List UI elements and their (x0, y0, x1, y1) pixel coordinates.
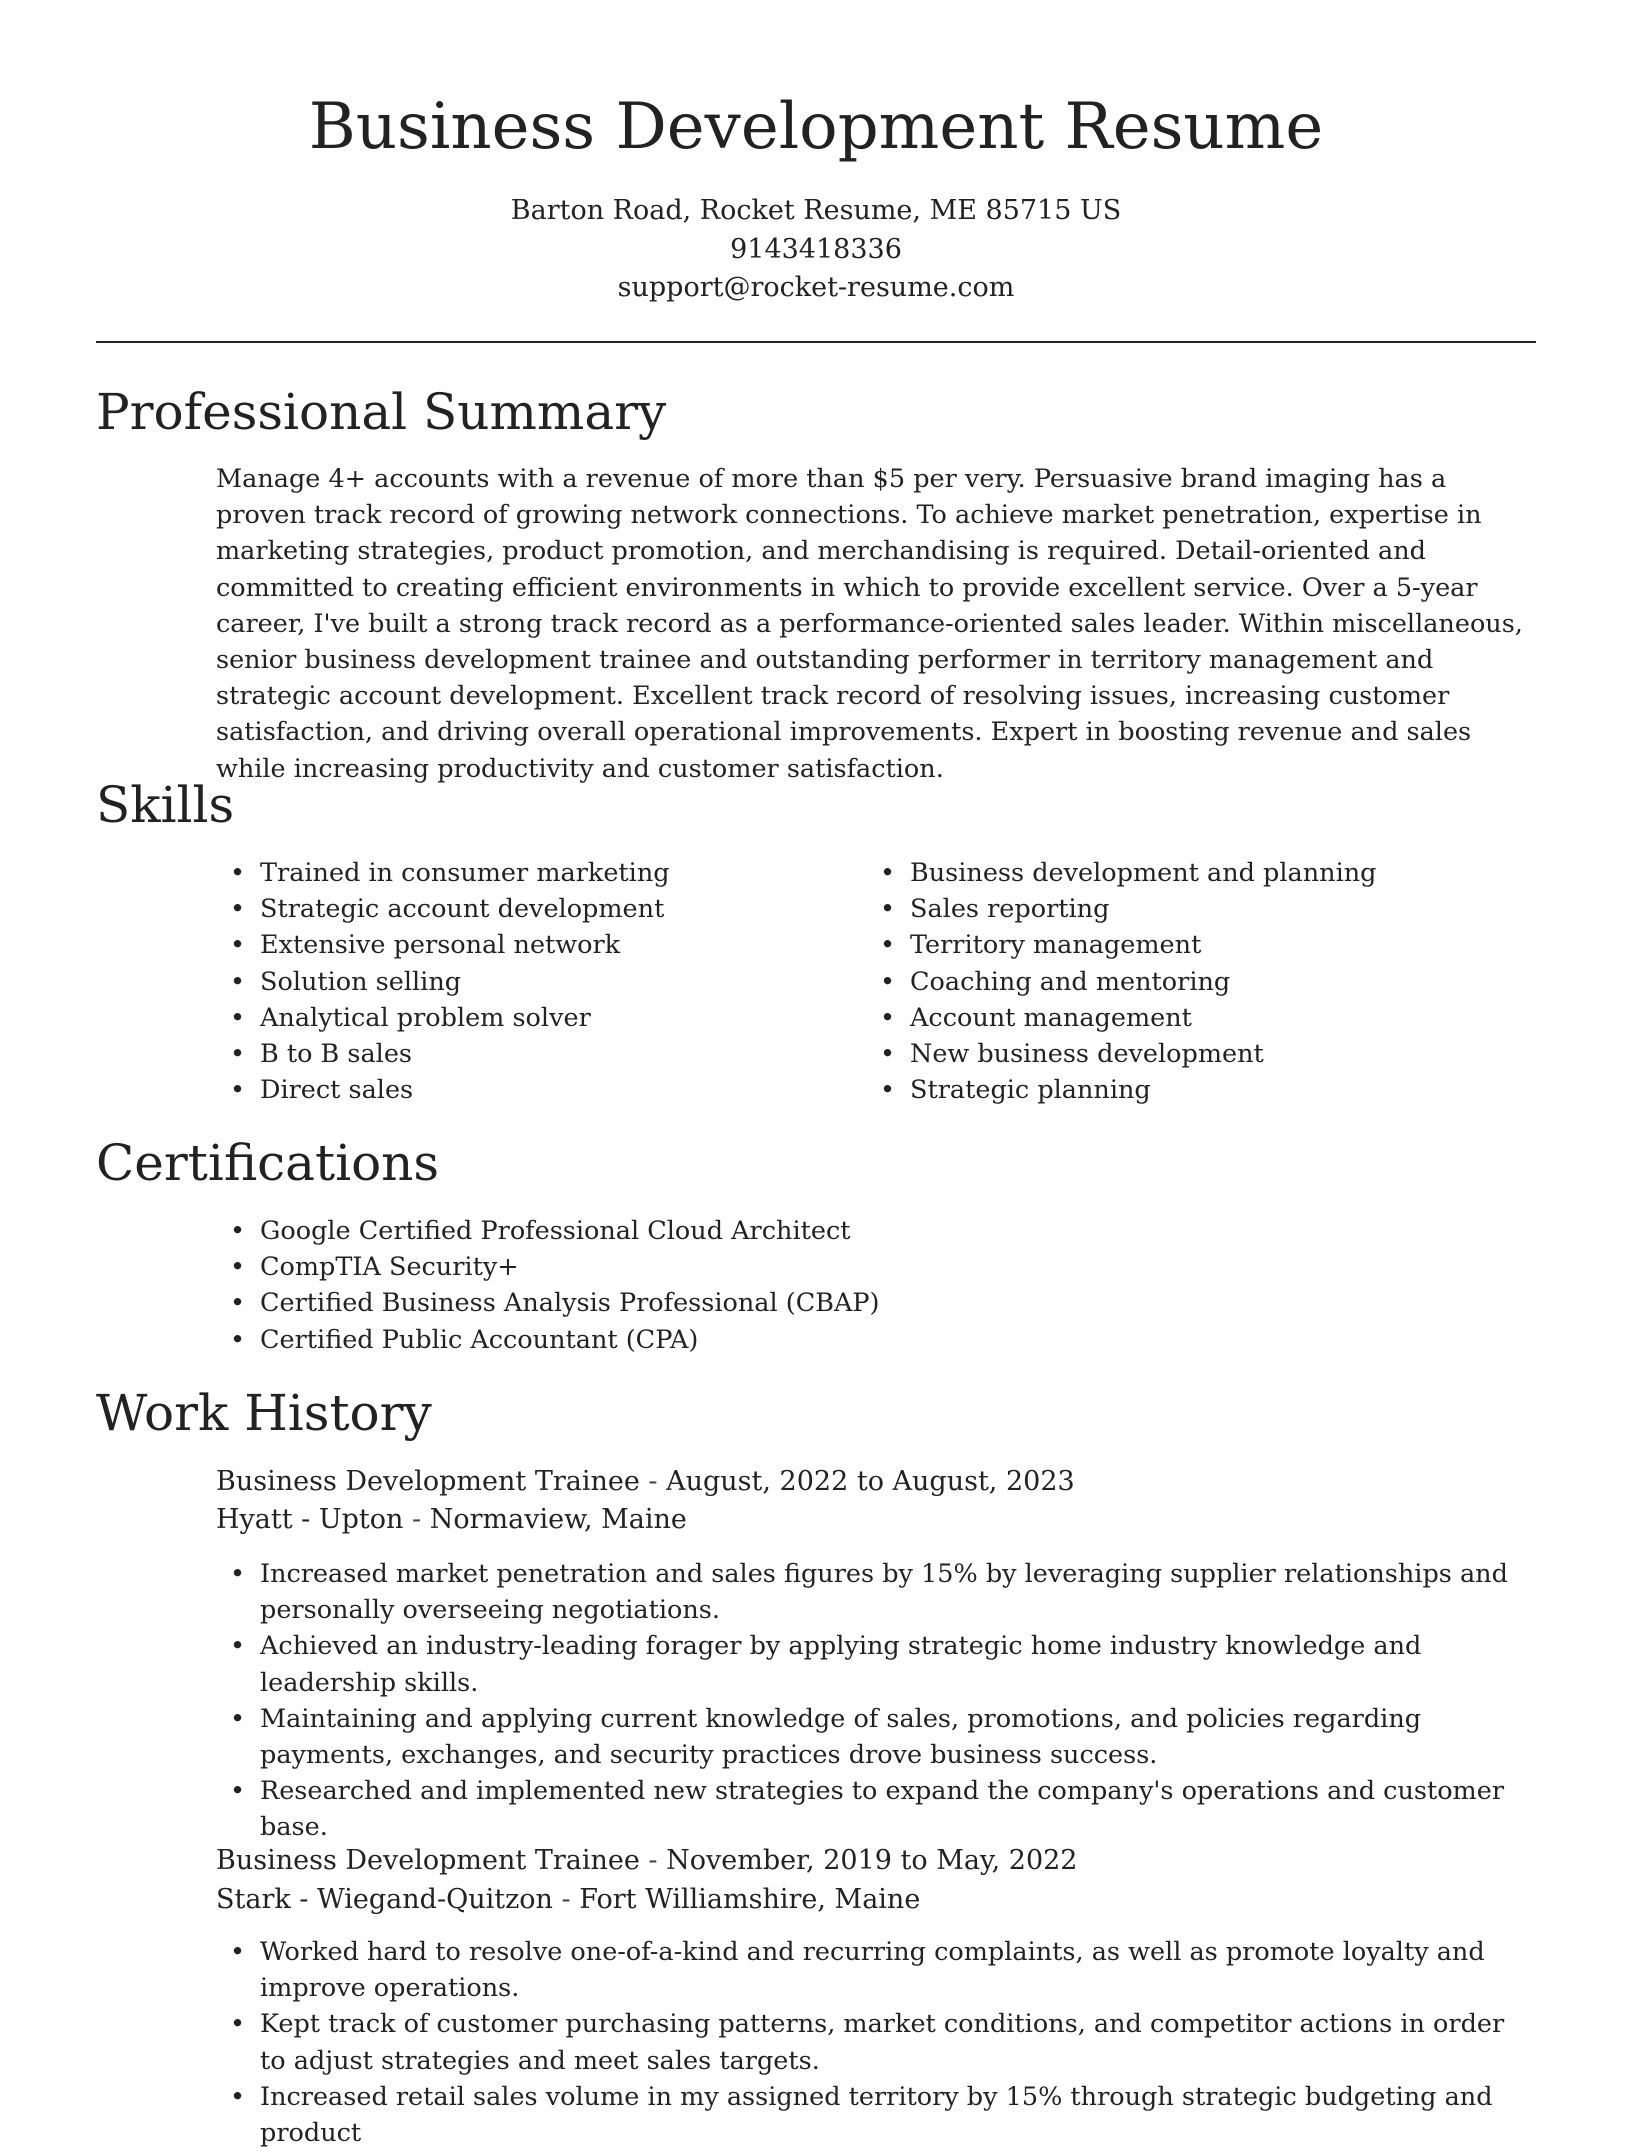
skill-item: • Analytical problem solver (216, 1000, 816, 1036)
job-company-line (216, 1501, 687, 1539)
job-bullet: • Kept track of customer purchasing patterns, market conditions, and competitor actions in order to adjust strategies and meet sales targets. (216, 2006, 1536, 2078)
certification-item: • Google Certified Professional Cloud Architect (216, 1213, 1536, 1249)
job-bullet: • Researched and implemented new strategies to expand the company's operations and customer base. (216, 1773, 1536, 1845)
skill-item: • Solution selling (216, 964, 816, 1000)
skill-item: • Strategic account development (216, 891, 816, 927)
work-history-heading: Work History (96, 1384, 432, 1442)
job-dates: August, 2022 to August, 2023 (666, 1466, 1075, 1497)
job-location: Normaview, Maine (429, 1504, 687, 1535)
skill-item: • Trained in consumer marketing (216, 855, 816, 891)
skill-item: • Sales reporting (866, 891, 1506, 927)
job-company: Stark - Wiegand-Quitzon (216, 1884, 553, 1915)
skill-item: • Strategic planning (866, 1072, 1506, 1108)
job-title-line (216, 1463, 1075, 1501)
job-title: Business Development Trainee (216, 1845, 640, 1876)
summary-text: Manage 4+ accounts with a revenue of more than $5 per very. Persuasive brand imaging has a proven track record of growing network connections. To achieve market penetration, expertise in marketing strategies, product promotion, and merchandising is required. Detail-oriented and committed to creating efficient environments in which to provide excellent service. Over a 5-year career, I've built a strong track record as a performance-oriented sales leader. Within miscellaneous, senior business development trainee and outstanding performer in territory management and strategic account development. Excellent track record of resolving issues, increasing customer satisfaction, and driving overall operational improvements. Expert in boosting revenue and sales while increasing productivity and customer satisfaction. (216, 464, 1523, 784)
job-location: Fort Williamshire, Maine (579, 1884, 921, 1915)
skill-item: • New business development (866, 1036, 1506, 1072)
job-bullet: • Increased market penetration and sales figures by 15% by leveraging supplier relationships and personally overseeing negotiations. (216, 1556, 1536, 1628)
job-bullets (216, 1934, 1536, 2151)
job-title: Business Development Trainee (216, 1466, 640, 1497)
skills-list-left (216, 855, 816, 1108)
resume-title: Business Development Resume (308, 90, 1324, 164)
certifications-list (216, 1213, 1536, 1358)
skill-item: • Business development and planning (866, 855, 1506, 891)
header-divider (96, 341, 1536, 343)
certification-item: • Certified Business Analysis Professional (CBAP) (216, 1285, 1536, 1321)
job-bullet: • Achieved an industry-leading forager by applying strategic home industry knowledge and leadership skills. (216, 1628, 1536, 1700)
skills-list-right (866, 855, 1506, 1108)
certifications-heading: Certifications (96, 1134, 440, 1192)
job-bullet: • Maintaining and applying current knowledge of sales, promotions, and policies regarding payments, exchanges, and security practices drove business success. (216, 1701, 1536, 1773)
skill-item: • B to B sales (216, 1036, 816, 1072)
skill-item: • Coaching and mentoring (866, 964, 1506, 1000)
job-title-line (216, 1842, 1077, 1880)
job-separator: - (552, 1884, 580, 1915)
job-company-line (216, 1881, 920, 1919)
contact-phone: 9143418336 (730, 234, 902, 265)
skills-heading: Skills (96, 776, 235, 834)
job-bullet: • Increased retail sales volume in my assigned territory by 15% through strategic budgeting and product (216, 2079, 1536, 2151)
skill-item: • Extensive personal network (216, 927, 816, 963)
job-bullet: • Worked hard to resolve one-of-a-kind and recurring complaints, as well as promote loyalty and improve operations. (216, 1934, 1536, 2006)
contact-address: Barton Road, Rocket Resume, ME 85715 US (510, 195, 1122, 226)
skill-item: • Territory management (866, 927, 1506, 963)
skill-item: • Account management (866, 1000, 1506, 1036)
certification-item: • CompTIA Security+ (216, 1249, 1536, 1285)
job-separator: - (639, 1466, 667, 1497)
job-company: Hyatt - Upton (216, 1504, 404, 1535)
job-bullets (216, 1556, 1536, 1846)
summary-heading: Professional Summary (96, 383, 667, 441)
job-separator: - (639, 1845, 667, 1876)
contact-email: support@rocket-resume.com (617, 272, 1015, 303)
job-dates: November, 2019 to May, 2022 (666, 1845, 1078, 1876)
skill-item: • Direct sales (216, 1072, 816, 1108)
certification-item: • Certified Public Accountant (CPA) (216, 1322, 1536, 1358)
job-separator: - (403, 1504, 430, 1535)
